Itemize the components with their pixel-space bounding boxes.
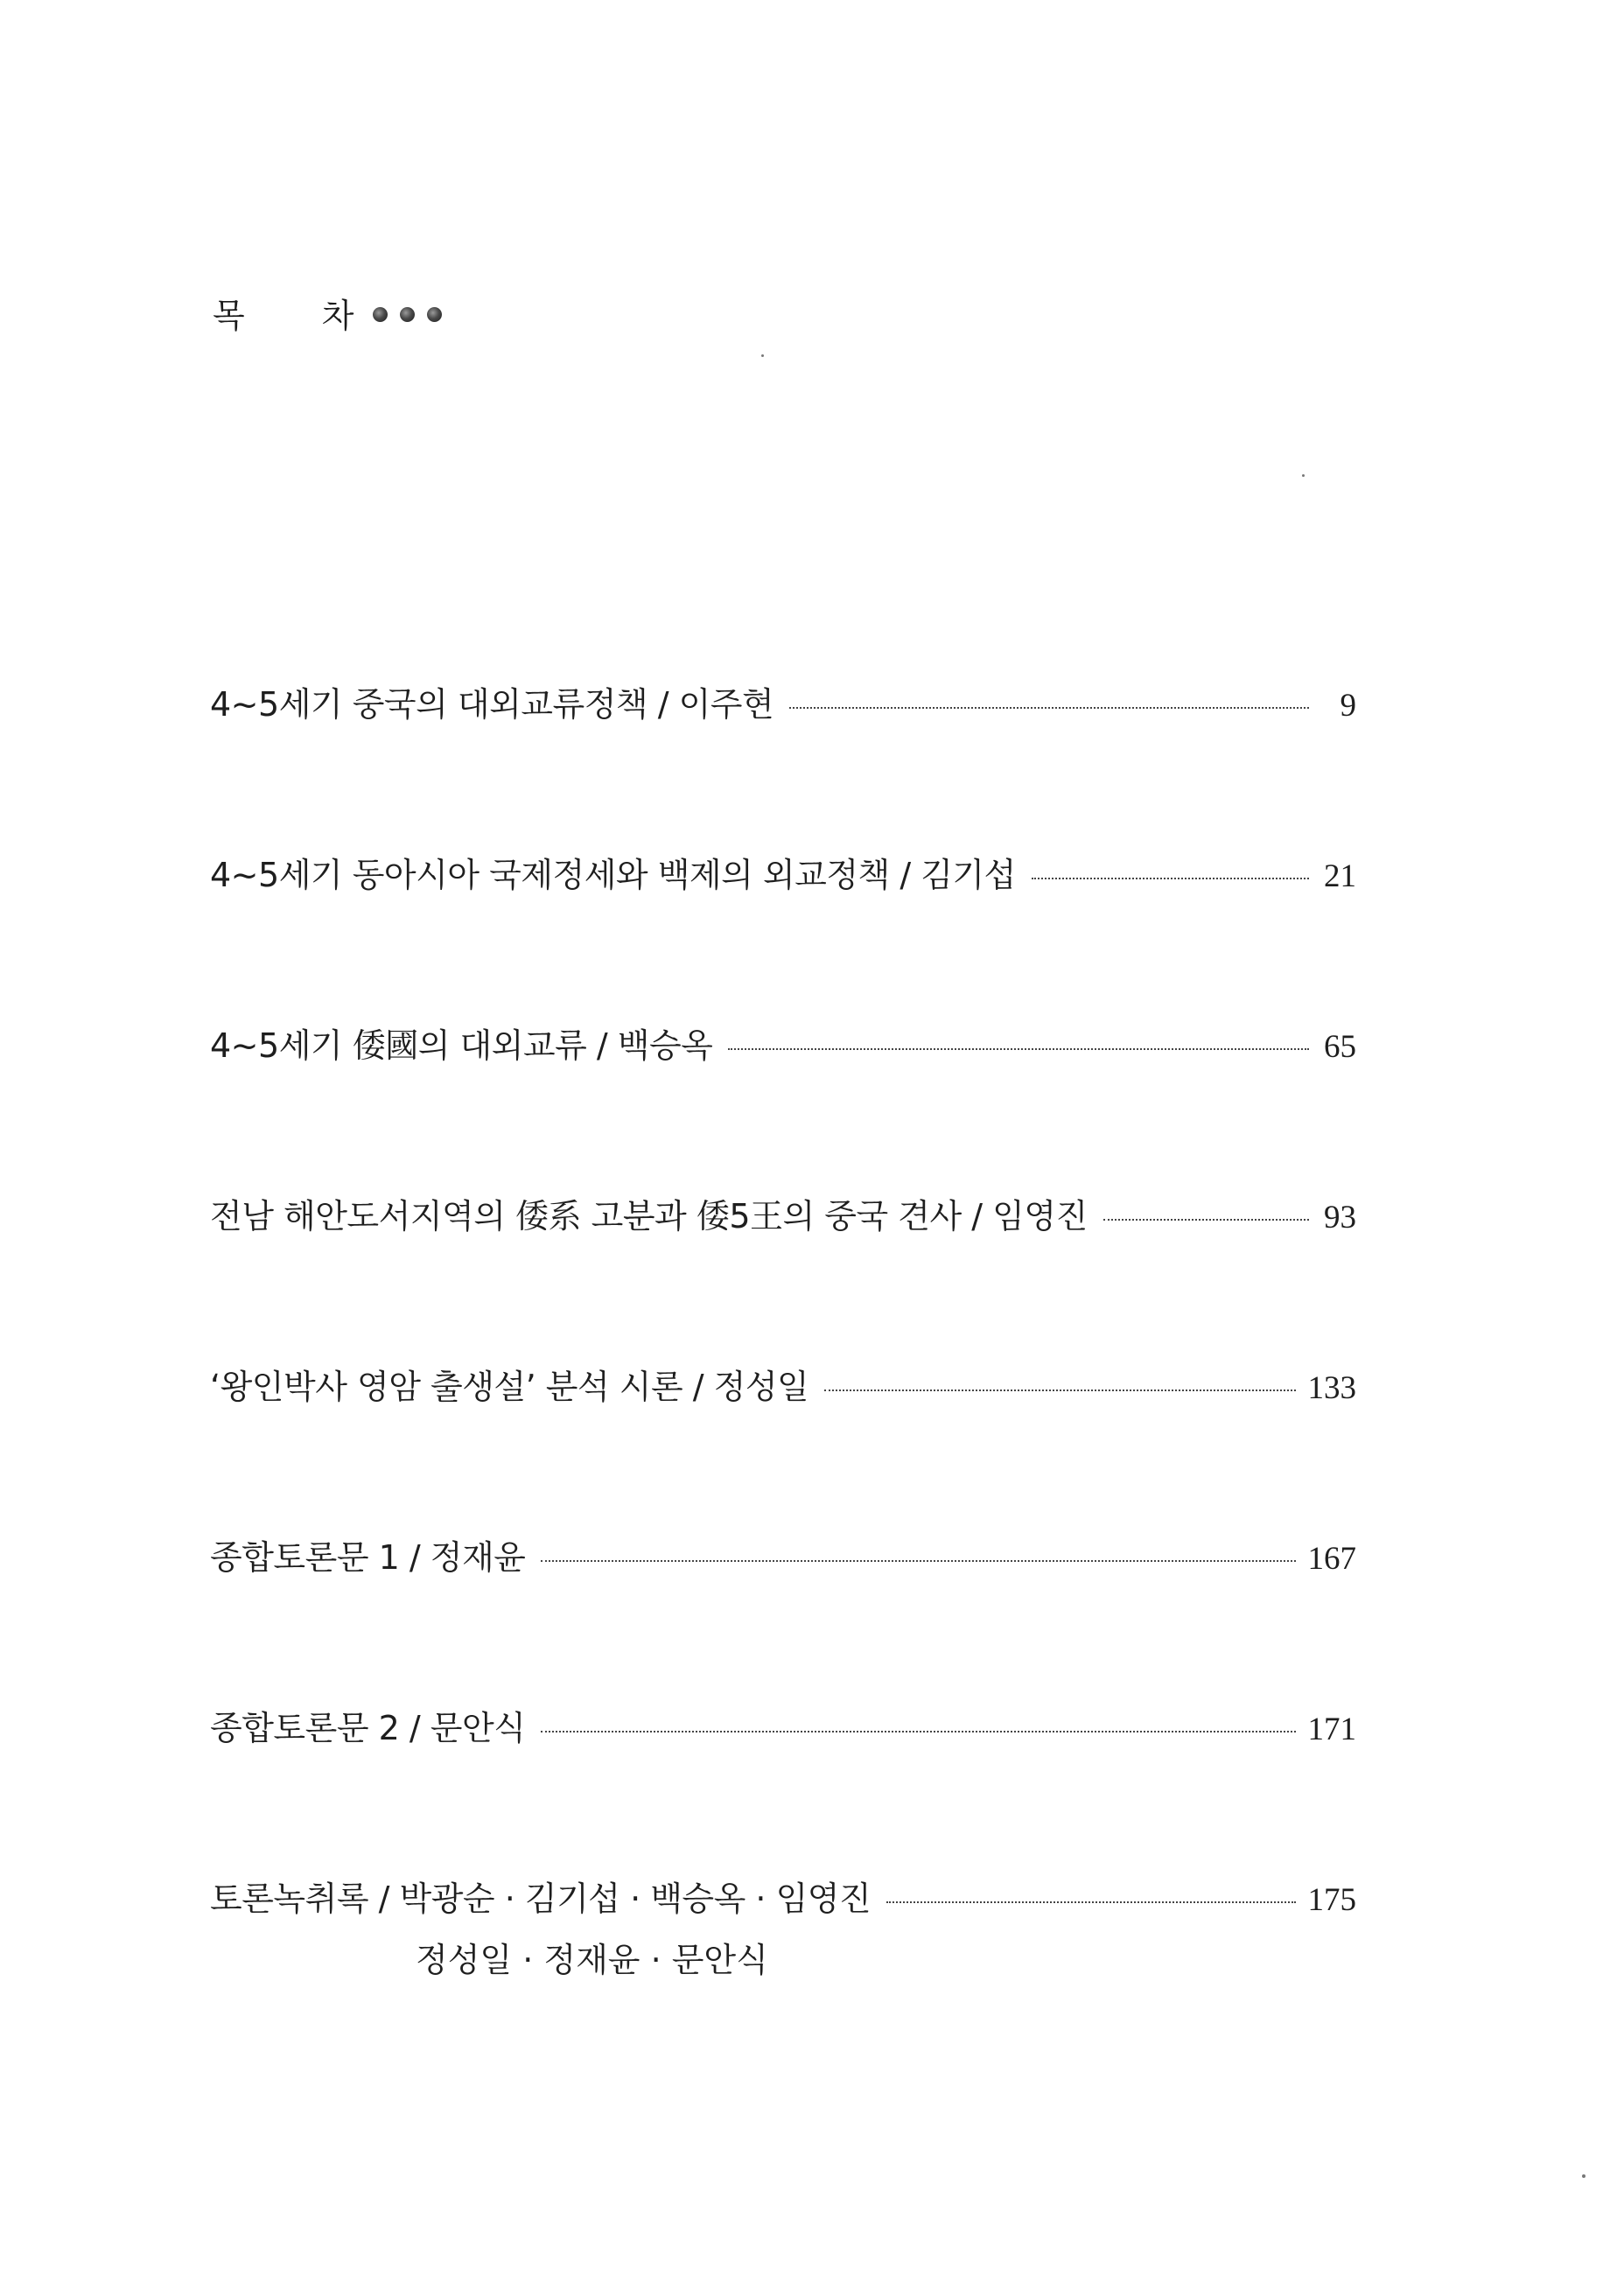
toc-entry-title[interactable]: 4~5세기 倭國의 대외교류 / 백승옥 — [210, 1026, 713, 1065]
toc-page-number: 21 — [1324, 858, 1356, 894]
dot-leader — [1032, 878, 1309, 879]
dot-leader — [824, 1390, 1295, 1391]
toc-entry[interactable] — [210, 1194, 1356, 1240]
toc-entry-title[interactable]: 전남 해안도서지역의 倭系 고분과 倭5王의 중국 견사 / 임영진 — [210, 1197, 1088, 1236]
heading-ornament — [373, 307, 442, 322]
toc-entry-title[interactable]: 4~5세기 동아시아 국제정세와 백제의 외교정책 / 김기섭 — [210, 856, 1016, 894]
bullet-dot-icon — [373, 307, 388, 322]
dot-leader — [886, 1901, 1295, 1903]
toc-entry[interactable] — [210, 853, 1356, 899]
dot-leader — [541, 1731, 1295, 1732]
toc-page-number: 167 — [1307, 1541, 1356, 1577]
scan-speck — [1302, 474, 1305, 477]
scan-speck — [761, 354, 764, 357]
toc-entry-title[interactable]: 토론녹취록 / 박광순 · 김기섭 · 백승옥 · 임영진 — [210, 1880, 872, 1918]
heading-char-2: 차 — [321, 297, 354, 335]
heading-char-1: 목 — [213, 297, 245, 335]
toc-page-number: 9 — [1340, 688, 1356, 724]
toc-entry[interactable] — [210, 1536, 1356, 1581]
toc-heading — [213, 289, 442, 337]
toc-entry-title[interactable]: 종합토론문 1 / 정재윤 — [210, 1538, 526, 1577]
toc-entry[interactable] — [210, 1877, 1356, 1982]
toc-page-number: 175 — [1307, 1882, 1356, 1918]
toc-page-number: 133 — [1307, 1370, 1356, 1406]
toc-entry[interactable] — [210, 1365, 1356, 1410]
dot-leader — [1103, 1219, 1309, 1221]
dot-leader — [541, 1560, 1295, 1562]
toc-entry[interactable] — [210, 1024, 1356, 1069]
toc-entry-title[interactable]: ‘왕인박사 영암 출생설’ 분석 시론 / 정성일 — [210, 1368, 809, 1406]
bullet-dot-icon — [427, 307, 442, 322]
toc-page-number: 65 — [1324, 1029, 1356, 1065]
toc-entry-title[interactable]: 4~5세기 중국의 대외교류정책 / 이주현 — [210, 685, 774, 724]
toc-entry[interactable] — [210, 682, 1356, 728]
toc-entry[interactable] — [210, 1706, 1356, 1752]
dot-leader — [728, 1048, 1309, 1050]
toc-page-number: 93 — [1324, 1200, 1356, 1236]
toc-entry-continuation: 정성일 · 정재윤 · 문안식 — [416, 1941, 768, 1979]
dot-leader — [789, 707, 1309, 709]
toc-page-number: 171 — [1307, 1712, 1356, 1747]
bullet-dot-icon — [400, 307, 415, 322]
scan-speck — [1582, 2174, 1586, 2178]
toc-entry-title[interactable]: 종합토론문 2 / 문안식 — [210, 1709, 526, 1747]
